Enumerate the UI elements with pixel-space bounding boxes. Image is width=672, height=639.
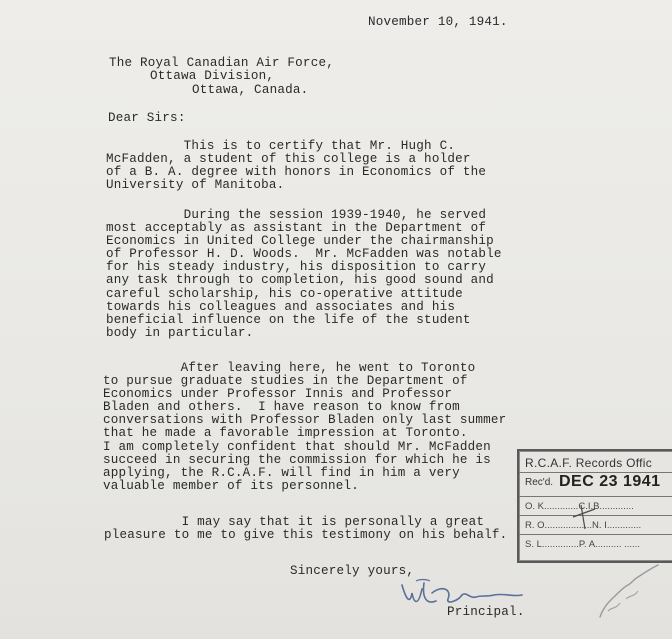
- paragraph-2: During the session 1939-1940, he served most acceptably as assistant in the Department of Economics in United College under the chairmanship of Professor H. D. Woods. Mr. McFadden was notable for his steady industry, his disposition to carry any task through to completion, his good sound and careful scholarship, his co-operative attitude towards his colleagues and associates and his beneficial influence on the life of the student body in particular.: [106, 208, 502, 340]
- paragraph-4: I may say that it is personally a great pleasure to me to give this testimony on his behalf.: [104, 515, 508, 543]
- margin-pencil-notation: [594, 555, 664, 625]
- paragraph-3: After leaving here, he went to Toronto to pursue graduate studies in the Department of Economics under Professor Innis and Professor Bladen and others. I have reason to know from conversations with Professor Bladen only last summer that he made a favorable impression at Toronto. I am completely confident that should Mr. McFadden succeed in securing the commission for which he is applying, the R.C.A.F. will find in him a very valuable member of its personnel.: [103, 361, 507, 493]
- stamp-row-2: R. O..................N. I.............: [525, 520, 642, 531]
- stamp-received-date: DEC 23 1941: [559, 473, 661, 490]
- stamp-initials-mark: [569, 503, 599, 531]
- address-line-2: Ottawa Division,: [150, 69, 275, 83]
- stamp-received-label: Rec'd.: [525, 477, 554, 488]
- closing: Sincerely yours,: [290, 564, 415, 578]
- stamp-office: R.C.A.F. Records Offic: [525, 456, 653, 470]
- salutation: Dear Sirs:: [108, 111, 186, 125]
- stamp-row-1: O. K.............C.I.B.............: [525, 501, 634, 512]
- signer-title: Principal.: [447, 605, 525, 619]
- letter-date: November 10, 1941.: [368, 15, 508, 29]
- address-line-1: The Royal Canadian Air Force,: [109, 56, 334, 70]
- address-line-3: Ottawa, Canada.: [192, 83, 309, 97]
- records-office-stamp: [517, 449, 672, 563]
- stamp-row-3: S. L..............P. A.......... ......: [525, 539, 640, 550]
- paragraph-1: This is to certify that Mr. Hugh C. McFadden, a student of this college is a holder of a B. A. degree with honors in Economics of the University of Manitoba.: [106, 139, 487, 193]
